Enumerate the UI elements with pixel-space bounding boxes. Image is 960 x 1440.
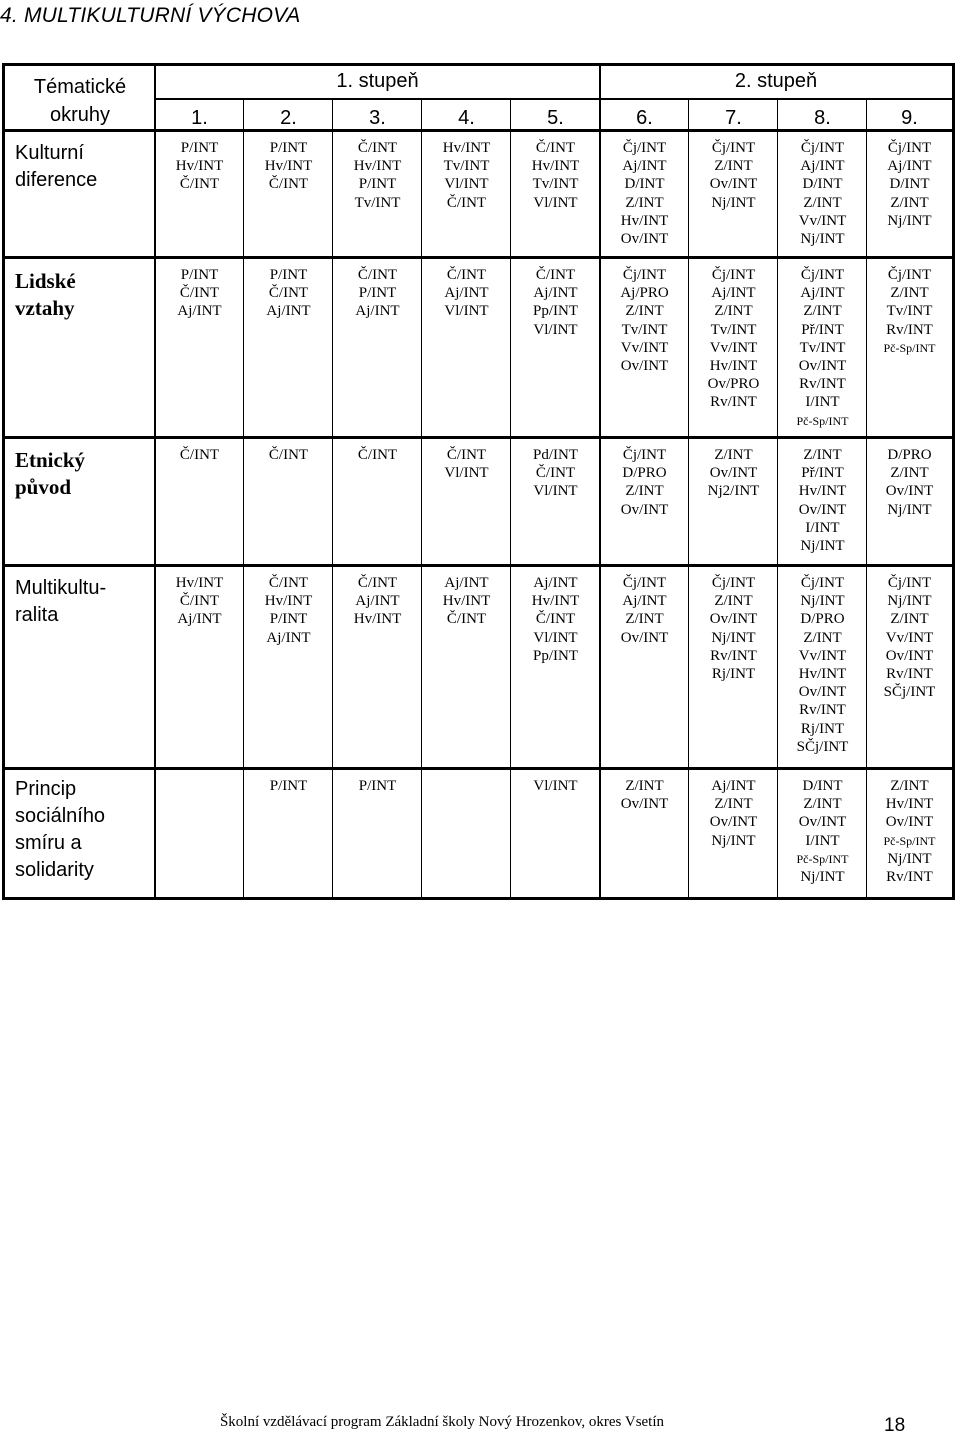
subject-code: Z/INT — [803, 194, 842, 211]
subject-code: Čj/INT — [622, 267, 667, 283]
subject-code: Aj/INT — [266, 629, 311, 646]
subject-code: Hv/INT — [442, 140, 491, 156]
grade-label: 8. — [814, 107, 831, 129]
subject-code: Z/INT — [890, 611, 929, 628]
grade-label: 5. — [547, 107, 564, 129]
subject-code: Ov/INT — [709, 465, 758, 482]
subject-code: Z/INT — [803, 303, 842, 320]
subject-code: Aj/INT — [800, 158, 845, 175]
subject-cell — [333, 574, 422, 629]
subject-code: Rv/INT — [710, 394, 757, 411]
subject-cell — [511, 139, 600, 212]
subject-cell — [778, 266, 867, 430]
subject-code: Aj/INT — [800, 285, 845, 302]
subject-cell — [689, 574, 778, 683]
subject-code: Ov/INT — [885, 483, 934, 500]
subject-code: Nj/INT — [711, 832, 756, 849]
subject-code: Vv/INT — [798, 212, 847, 229]
subject-code: Z/INT — [714, 593, 753, 610]
subject-code: D/PRO — [622, 465, 667, 482]
subject-code: Pd/INT — [533, 447, 578, 463]
topic-label — [15, 776, 153, 884]
subject-code: Čj/INT — [711, 575, 756, 591]
stage-2-label: 2. stupeň — [734, 70, 818, 92]
row-divider-line — [5, 256, 952, 259]
subject-code: Aj/INT — [622, 593, 667, 610]
subject-code: Hv/INT — [353, 158, 402, 175]
subject-cell — [333, 266, 422, 321]
subject-code: Ov/INT — [620, 796, 669, 813]
subject-code: Tv/INT — [799, 339, 846, 356]
subject-code: Hv/INT — [353, 611, 402, 628]
subject-cell — [333, 139, 422, 212]
subject-code: Čj/INT — [800, 140, 845, 156]
subject-code: Tv/INT — [710, 321, 757, 338]
subject-code: Ov/INT — [709, 611, 758, 628]
subject-code: Hv/INT — [885, 796, 934, 813]
stage-1-label: 1. stupeň — [336, 70, 419, 92]
subject-code: Z/INT — [625, 483, 664, 500]
subject-code: Č/INT — [535, 465, 576, 482]
subject-code: Aj/INT — [533, 575, 578, 591]
subject-cell — [778, 777, 867, 886]
topic-label — [15, 140, 153, 194]
subject-code: Vv/INT — [709, 339, 758, 356]
subject-code: SČj/INT — [883, 684, 936, 701]
subject-code: Ov/INT — [709, 176, 758, 193]
subject-code: Vl/INT — [444, 303, 489, 320]
topic-line: solidarity — [15, 859, 94, 881]
subject-code: Vl/INT — [533, 194, 578, 211]
subject-cell — [244, 574, 333, 647]
subject-code: Čj/INT — [622, 447, 667, 463]
topic-header-label: Tématické — [33, 76, 127, 98]
subject-code: Z/INT — [625, 194, 664, 211]
subject-code: Ov/INT — [798, 501, 847, 518]
subject-code: Č/INT — [535, 140, 576, 156]
subject-code: Rv/INT — [886, 869, 933, 886]
subject-code: Z/INT — [890, 465, 929, 482]
subject-code: Rv/INT — [886, 666, 933, 683]
topic-line: Kulturní — [15, 142, 84, 164]
subject-code: Vv/INT — [620, 339, 669, 356]
subject-cell — [155, 139, 244, 194]
subject-code: Tv/INT — [532, 176, 579, 193]
subject-code: Nj/INT — [800, 231, 845, 248]
subject-code: Hv/INT — [442, 593, 491, 610]
curriculum-table — [2, 63, 955, 900]
subject-code: Pč-Sp/INT — [883, 833, 936, 848]
topic-label — [15, 447, 153, 501]
subject-code: Aj/INT — [711, 778, 756, 794]
topic-line: původ — [15, 475, 72, 499]
subject-code: Č/INT — [179, 176, 220, 193]
subject-cell — [600, 266, 689, 375]
subject-code: P/INT — [269, 267, 308, 283]
grade-label: 1. — [191, 107, 208, 129]
subject-code: Č/INT — [357, 575, 398, 591]
subject-code: Č/INT — [179, 447, 220, 463]
subject-code: Č/INT — [179, 593, 220, 610]
subject-code: Ov/INT — [885, 814, 934, 831]
subject-code: Ov/PRO — [707, 376, 760, 393]
topic-line: Etnický — [15, 448, 86, 472]
subject-cell — [511, 777, 600, 795]
subject-code: D/INT — [802, 778, 843, 794]
topic-line: ralita — [15, 604, 59, 626]
subject-cell — [689, 446, 778, 501]
subject-code: Tv/INT — [886, 303, 933, 320]
subject-cell — [333, 777, 422, 795]
subject-code: Ov/INT — [885, 647, 934, 664]
subject-cell — [600, 777, 689, 813]
grade-label: 7. — [725, 107, 742, 129]
subject-cell — [511, 574, 600, 665]
subject-code: Vl/INT — [533, 321, 578, 338]
subject-code: Pč-Sp/INT — [796, 851, 849, 866]
subject-cell — [511, 266, 600, 339]
subject-code: Pč-Sp/INT — [796, 413, 849, 428]
subject-code: Čj/INT — [800, 575, 845, 591]
subject-code: Aj/INT — [622, 158, 667, 175]
subject-code: Čj/INT — [887, 267, 932, 283]
subject-code: Nj/INT — [800, 869, 845, 886]
subject-code: Z/INT — [625, 611, 664, 628]
subject-code: Ov/INT — [620, 358, 669, 375]
topic-label — [15, 575, 153, 629]
topic-label — [15, 268, 153, 322]
subject-code: I/INT — [805, 519, 840, 536]
row-divider-line — [5, 436, 952, 439]
subject-cell — [689, 777, 778, 850]
subject-code: Rj/INT — [711, 666, 756, 683]
subject-cell — [867, 139, 952, 230]
topic-line: diference — [15, 169, 98, 191]
subject-cell — [778, 139, 867, 248]
subject-code: Čj/INT — [711, 267, 756, 283]
subject-code: Aj/INT — [711, 285, 756, 302]
subject-code: Nj/INT — [711, 629, 756, 646]
subject-code: Ov/INT — [620, 629, 669, 646]
subject-cell — [867, 574, 952, 701]
subject-code: Č/INT — [446, 194, 487, 211]
subject-cell — [867, 777, 952, 886]
subject-cell — [600, 139, 689, 248]
subject-code: Č/INT — [357, 140, 398, 156]
subject-code: Č/INT — [268, 447, 309, 463]
subject-code: Z/INT — [714, 447, 753, 463]
subject-cell — [244, 139, 333, 194]
grade-label: 6. — [636, 107, 653, 129]
topic-line: vztahy — [15, 296, 75, 320]
subject-code: Č/INT — [357, 447, 398, 463]
subject-code: Č/INT — [535, 611, 576, 628]
subject-code: Ov/INT — [798, 358, 847, 375]
row-divider-line — [5, 564, 952, 567]
subject-code: Č/INT — [179, 285, 220, 302]
subject-code: Př/INT — [801, 465, 844, 482]
subject-code: Rv/INT — [799, 702, 846, 719]
subject-code: Aj/INT — [444, 285, 489, 302]
subject-code: Aj/INT — [177, 611, 222, 628]
subject-code: D/PRO — [887, 447, 932, 463]
subject-code: Z/INT — [890, 778, 929, 794]
subject-code: Nj/INT — [887, 593, 932, 610]
subject-code: Nj/INT — [887, 850, 932, 867]
subject-code: Hv/INT — [531, 158, 580, 175]
subject-code: Č/INT — [446, 611, 487, 628]
subject-code: Nj/INT — [711, 194, 756, 211]
footer-text: Školní vzdělávací program Základní školy Nový Hrozenkov, okres Vsetín — [219, 1414, 665, 1430]
subject-code: Č/INT — [357, 267, 398, 283]
subject-code: Č/INT — [268, 575, 309, 591]
subject-code: Čj/INT — [711, 140, 756, 156]
grade-label: 9. — [901, 107, 918, 129]
subject-code: Nj/INT — [887, 501, 932, 518]
subject-code: Z/INT — [890, 194, 929, 211]
section-heading: 4. MULTIKULTURNÍ VÝCHOVA — [0, 4, 301, 27]
subject-code: Nj/INT — [800, 593, 845, 610]
subject-cell — [867, 446, 952, 519]
subject-code: Tv/INT — [354, 194, 401, 211]
subject-code: Aj/INT — [266, 303, 311, 320]
subject-code: Pp/INT — [533, 303, 578, 320]
subject-code: Hv/INT — [175, 158, 224, 175]
subject-cell — [600, 446, 689, 519]
subject-code: Hv/INT — [620, 212, 669, 229]
subject-code: Z/INT — [803, 447, 842, 463]
subject-code: Č/INT — [446, 447, 487, 463]
subject-code: I/INT — [805, 394, 840, 411]
subject-code: Č/INT — [446, 267, 487, 283]
subject-code: Aj/INT — [355, 303, 400, 320]
subject-code: Hv/INT — [264, 158, 313, 175]
page-number: 18 — [884, 1415, 906, 1436]
subject-code: Tv/INT — [443, 158, 490, 175]
subject-code: Ov/INT — [798, 684, 847, 701]
subject-code: Č/INT — [535, 267, 576, 283]
subject-code: Vl/INT — [444, 176, 489, 193]
subject-code: Hv/INT — [264, 593, 313, 610]
grade-label: 2. — [280, 107, 297, 129]
subject-code: SČj/INT — [796, 738, 849, 755]
subject-cell — [422, 446, 511, 482]
topic-line: Multikultu- — [15, 577, 107, 599]
subject-code: Nj/INT — [887, 212, 932, 229]
subject-cell — [244, 777, 333, 795]
subject-code: Čj/INT — [887, 140, 932, 156]
subject-code: Vl/INT — [533, 483, 578, 500]
subject-code: Rv/INT — [710, 647, 757, 664]
subject-code: Z/INT — [625, 303, 664, 320]
subject-code: Rj/INT — [800, 720, 845, 737]
subject-code: P/INT — [269, 611, 308, 628]
subject-code: Čj/INT — [622, 140, 667, 156]
subject-code: P/INT — [269, 778, 308, 794]
subject-code: I/INT — [805, 832, 840, 849]
subject-code: Ov/INT — [709, 814, 758, 831]
subject-code: Př/INT — [801, 321, 844, 338]
grade-label: 4. — [458, 107, 475, 129]
subject-code: Z/INT — [625, 778, 664, 794]
subject-cell — [422, 574, 511, 629]
subject-code: Pp/INT — [533, 647, 578, 664]
subject-code: Hv/INT — [798, 483, 847, 500]
subject-code: Čj/INT — [887, 575, 932, 591]
subject-cell — [511, 446, 600, 501]
subject-code: Z/INT — [803, 796, 842, 813]
subject-code: Rv/INT — [886, 321, 933, 338]
subject-code: D/INT — [802, 176, 843, 193]
subject-code: Ov/INT — [798, 814, 847, 831]
subject-code: Aj/INT — [533, 285, 578, 302]
subject-code: Nj2/INT — [707, 483, 760, 500]
subject-code: Vv/INT — [798, 647, 847, 664]
subject-cell — [778, 446, 867, 555]
subject-code: Vl/INT — [444, 465, 489, 482]
subject-code: Čj/INT — [622, 575, 667, 591]
subject-code: Aj/INT — [355, 593, 400, 610]
subject-code: Aj/INT — [887, 158, 932, 175]
subject-code: P/INT — [358, 285, 397, 302]
topic-line: Lidské — [15, 269, 76, 293]
subject-cell — [155, 574, 244, 629]
subject-cell — [422, 139, 511, 212]
subject-code: Č/INT — [268, 176, 309, 193]
subject-code: Čj/INT — [800, 267, 845, 283]
subject-code: Nj/INT — [800, 538, 845, 555]
subject-code: Aj/PRO — [620, 285, 669, 302]
subject-code: Z/INT — [890, 285, 929, 302]
subject-cell — [244, 446, 333, 464]
subject-code: Tv/INT — [621, 321, 668, 338]
subject-cell — [689, 266, 778, 412]
subject-code: Hv/INT — [531, 593, 580, 610]
subject-cell — [422, 266, 511, 321]
subject-cell — [155, 266, 244, 321]
subject-code: Aj/INT — [177, 303, 222, 320]
subject-code: Pč-Sp/INT — [883, 340, 936, 355]
subject-cell — [689, 139, 778, 212]
topic-line: Princip — [15, 778, 77, 800]
subject-code: P/INT — [180, 140, 219, 156]
topic-header-label: okruhy — [49, 104, 111, 126]
subject-code: Z/INT — [714, 158, 753, 175]
header-divider-line — [155, 98, 952, 100]
subject-code: P/INT — [269, 140, 308, 156]
subject-code: Vv/INT — [885, 629, 934, 646]
subject-cell — [333, 446, 422, 464]
subject-code: Aj/INT — [444, 575, 489, 591]
subject-cell — [600, 574, 689, 647]
subject-code: Č/INT — [268, 285, 309, 302]
subject-cell — [155, 446, 244, 464]
subject-code: Hv/INT — [709, 358, 758, 375]
subject-code: Hv/INT — [798, 666, 847, 683]
subject-code: Rv/INT — [799, 376, 846, 393]
subject-code: Vl/INT — [533, 629, 578, 646]
subject-code: Vl/INT — [533, 778, 578, 794]
subject-code: D/PRO — [800, 611, 845, 628]
subject-code: Ov/INT — [620, 501, 669, 518]
subject-code: Z/INT — [714, 303, 753, 320]
grade-label: 3. — [369, 107, 386, 129]
subject-code: Z/INT — [714, 796, 753, 813]
subject-cell — [244, 266, 333, 321]
subject-code: D/INT — [889, 176, 930, 193]
subject-code: Hv/INT — [175, 575, 224, 591]
subject-cell — [867, 266, 952, 357]
topic-line: sociálního — [15, 805, 106, 827]
subject-code: D/INT — [624, 176, 665, 193]
subject-cell — [778, 574, 867, 756]
subject-code: Z/INT — [803, 629, 842, 646]
subject-code: P/INT — [180, 267, 219, 283]
subject-code: P/INT — [358, 778, 397, 794]
row-divider-line — [5, 767, 952, 770]
topic-line: smíru a — [15, 832, 82, 854]
subject-code: P/INT — [358, 176, 397, 193]
subject-code: Ov/INT — [620, 231, 669, 248]
